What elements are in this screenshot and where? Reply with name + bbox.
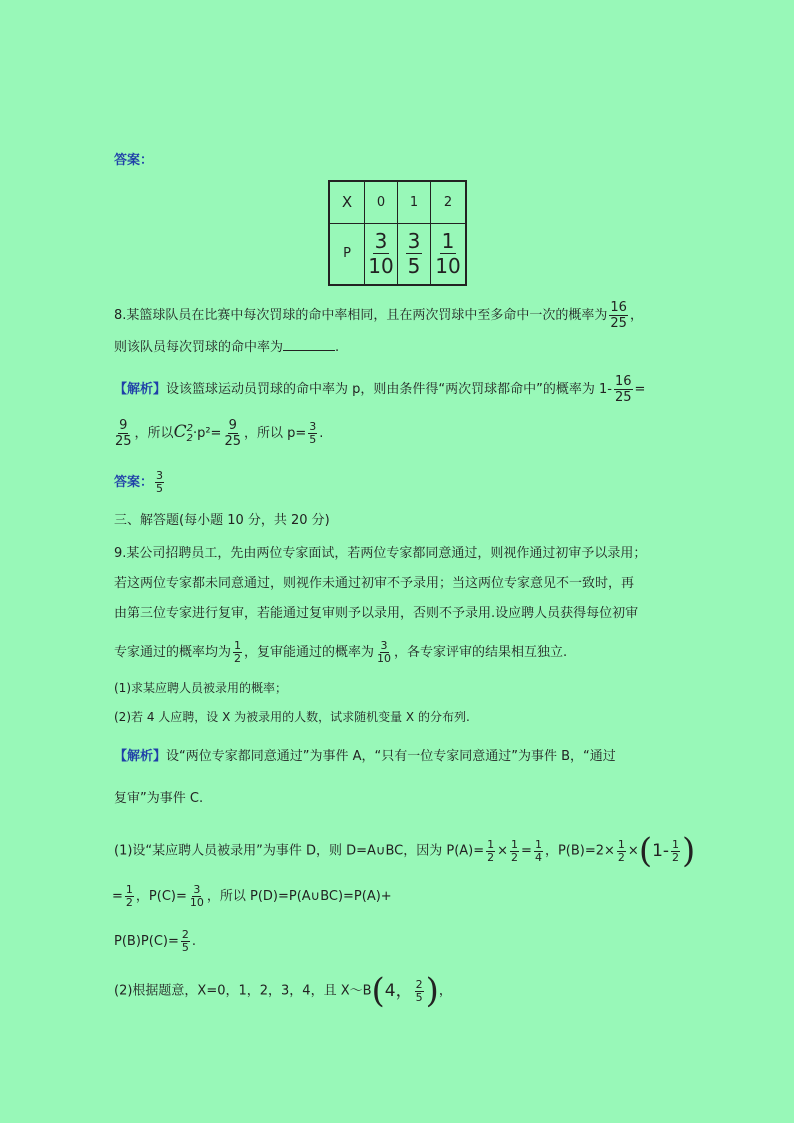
table-x-value: 0 <box>365 181 398 223</box>
q8-line1: 8.某篮球队员在比赛中每次罚球的命中率相同，且在两次罚球中至多命中一次的概率为 $\frac{16}{25}$ ， <box>114 300 643 331</box>
q9-solution-line2: 复审”为事件 C. <box>114 791 204 806</box>
table-header-x: X <box>329 181 365 223</box>
answer-blank <box>283 338 335 351</box>
q9-solution-part1-end: P(B)P(C)= $\frac{2}{5}$ . <box>114 928 196 954</box>
q9-line3: 由第三位专家进行复审，若能通过复审则予以录用，否则不予录用.设应聘人员获得每位初审 <box>114 606 639 621</box>
q9-sub1: (1)求某应聘人员被录用的概率； <box>114 681 287 695</box>
q9-line2: 若这两位专家都未同意通过，则视作未通过初审不予录用；当这两位专家意见不一致时，再 <box>114 576 635 591</box>
q8-answer: 答案： $\frac{3}{5}$ <box>114 469 164 495</box>
solution-label: 【解析】 <box>114 749 167 764</box>
table-header-p: P <box>329 223 365 285</box>
table-p-value: $\frac{1}{10}$ <box>431 223 467 285</box>
answer-label: 答案： <box>114 153 154 168</box>
q9-solution-line1: 【解析】设“两位专家都同意通过”为事件 A，“只有一位专家同意通过”为事件 B，“通过 <box>114 749 616 764</box>
q9-solution-part2: (2)根据题意，X=0，1，2，3，4，且 X～B(4， $\frac{2}{5}$ )， <box>114 971 452 1011</box>
distribution-table <box>328 180 467 286</box>
q9-line1: 9.某公司招聘员工，先由两位专家面试，若两位专家都同意通过，则视作通过初审予以录用； <box>114 546 647 561</box>
solution-label: 【解析】 <box>114 382 167 397</box>
q9-line4: 专家通过的概率均为 $\frac{1}{2}$ ，复审能通过的概率为 $\frac{3}{10}$ ，各专家评审的结果相互独立. <box>114 639 568 665</box>
table-x-value: 1 <box>398 181 431 223</box>
table-p-value: $\frac{3}{10}$ <box>365 223 398 285</box>
table-p-value: $\frac{3}{5}$ <box>398 223 431 285</box>
section-heading: 三、解答题(每小题 10 分，共 20 分) <box>114 513 330 528</box>
q9-solution-part1: (1)设“某应聘人员被录用”为事件 D，则 D=A∪BC，因为 P(A)= $\frac{1}{2}$ × $\frac{1}{2}$ = $\frac{1}{4}$ ，P(B)=2× $\frac{1}{2}$ ×(1- $\frac{1}{2}$ ) <box>114 831 696 871</box>
q8-solution-line1: 【解析】设该篮球运动员罚球的命中率为 p，则由条件得“两次罚球都命中”的概率为 1- $\frac{16}{25}$ = <box>114 374 646 405</box>
table-x-value: 2 <box>431 181 467 223</box>
q8-solution-line2: $\frac{9}{25}$ ，所以C 2 2 ·p²= $\frac{9}{25}$ ，所以 p= $\frac{3}{5}$ . <box>115 418 324 449</box>
q9-sub2: (2)若 4 人应聘，设 X 为被录用的人数，试求随机变量 X 的分布列. <box>114 710 470 724</box>
q9-solution-part1-cont: = $\frac{1}{2}$ ，P(C)= $\frac{3}{10}$ ，所以 P(D)=P(A∪BC)=P(A)+ <box>112 883 392 909</box>
q8-line2: 则该队员每次罚球的命中率为 . <box>114 340 340 355</box>
